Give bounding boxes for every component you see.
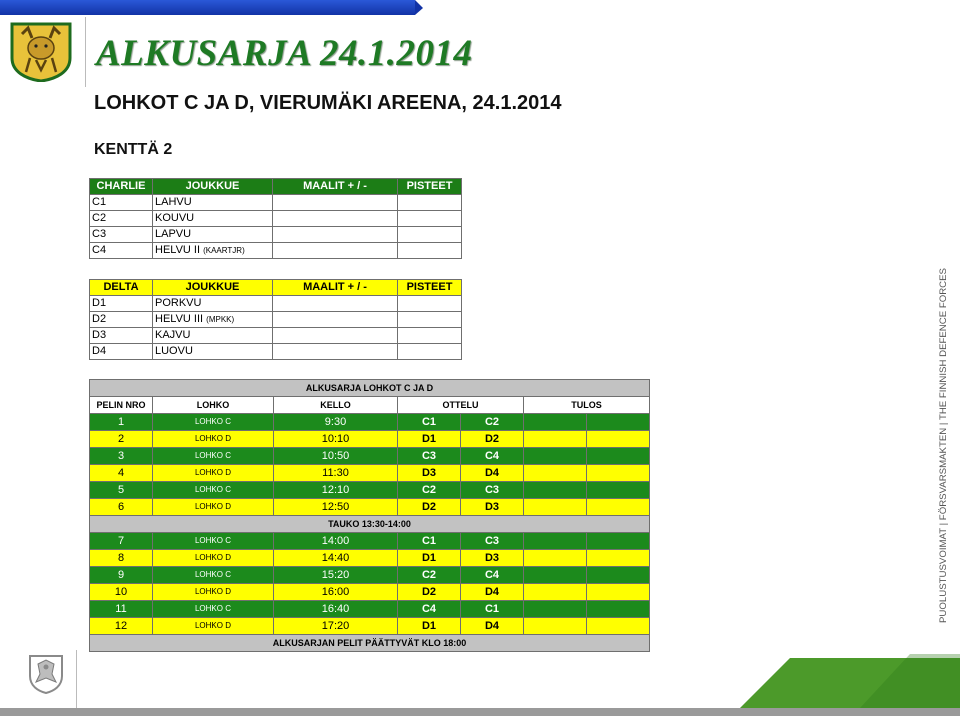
- game-group: LOHKO D: [153, 499, 274, 516]
- team-name: KAJVU: [153, 328, 273, 344]
- home-team: C1: [398, 414, 461, 431]
- game-number: 4: [90, 465, 153, 482]
- game-group: LOHKO D: [153, 618, 274, 635]
- team-name: LAPVU: [153, 227, 273, 243]
- result-home-cell: [524, 618, 587, 635]
- points-cell: [398, 312, 462, 328]
- top-accent-bar: [0, 0, 415, 15]
- game-number: 10: [90, 584, 153, 601]
- home-team: D2: [398, 584, 461, 601]
- points-cell: [398, 211, 462, 227]
- table-row: [90, 243, 462, 259]
- result-away-cell: [587, 550, 650, 567]
- column-header: LOHKO: [153, 397, 274, 414]
- game-row: [90, 465, 650, 482]
- game-group: LOHKO C: [153, 414, 274, 431]
- team-name: PORKVU: [153, 296, 273, 312]
- team-note: (MPKK): [206, 315, 235, 324]
- result-home-cell: [524, 482, 587, 499]
- result-away-cell: [587, 618, 650, 635]
- result-away-cell: [587, 499, 650, 516]
- points-cell: [398, 195, 462, 211]
- game-time: 16:00: [274, 584, 398, 601]
- table-row: [90, 312, 462, 328]
- result-away-cell: [587, 533, 650, 550]
- away-team: D3: [461, 550, 524, 567]
- game-group: LOHKO C: [153, 601, 274, 618]
- game-number: 7: [90, 533, 153, 550]
- column-header: MAALIT + / -: [273, 280, 398, 296]
- game-time: 17:20: [274, 618, 398, 635]
- column-header: PELIN NRO: [90, 397, 153, 414]
- result-home-cell: [524, 601, 587, 618]
- game-time: 14:40: [274, 550, 398, 567]
- game-row: [90, 584, 650, 601]
- team-name: LUOVU: [153, 344, 273, 360]
- game-number: 3: [90, 448, 153, 465]
- header-divider: [85, 17, 86, 87]
- team-note: (KAARTJR): [203, 246, 245, 255]
- team-id: D4: [90, 344, 153, 360]
- page-title: ALKUSARJA 24.1.2014: [96, 33, 473, 74]
- result-away-cell: [587, 567, 650, 584]
- game-row: [90, 601, 650, 618]
- column-header: PISTEET: [398, 179, 462, 195]
- sidebar-label: PUOLUSTUSVOIMAT | FÖRSVARSMAKTEN | THE FINNISH DEFENCE FORCES: [938, 291, 948, 623]
- schedule-title-row: [90, 380, 650, 397]
- table-row: [90, 328, 462, 344]
- team-name: HELVU II (KAARTJR): [153, 243, 273, 259]
- game-time: 9:30: [274, 414, 398, 431]
- table-header-row: [90, 280, 462, 296]
- column-header: DELTA: [90, 280, 153, 296]
- away-team: D4: [461, 618, 524, 635]
- game-row: [90, 482, 650, 499]
- table-row: [90, 195, 462, 211]
- game-group: LOHKO D: [153, 550, 274, 567]
- result-away-cell: [587, 584, 650, 601]
- result-away-cell: [587, 414, 650, 431]
- game-number: 11: [90, 601, 153, 618]
- schedule-header-row: [90, 397, 650, 414]
- result-away-cell: [587, 448, 650, 465]
- result-home-cell: [524, 448, 587, 465]
- game-group: LOHKO C: [153, 533, 274, 550]
- end-label: ALKUSARJAN PELIT PÄÄTTYVÄT KLO 18:00: [90, 635, 650, 652]
- column-header: CHARLIE: [90, 179, 153, 195]
- finnish-lion-crest-icon: [26, 652, 66, 694]
- home-team: C3: [398, 448, 461, 465]
- goals-cell: [273, 344, 398, 360]
- game-time: 15:20: [274, 567, 398, 584]
- column-header: JOUKKUE: [153, 280, 273, 296]
- table-row: [90, 211, 462, 227]
- home-team: C2: [398, 567, 461, 584]
- game-row: [90, 618, 650, 635]
- field-heading: KENTTÄ 2: [94, 141, 173, 158]
- game-row: [90, 414, 650, 431]
- game-group: LOHKO C: [153, 448, 274, 465]
- delta-group-table: [89, 279, 462, 360]
- game-time: 12:50: [274, 499, 398, 516]
- footer-divider: [76, 650, 77, 708]
- result-home-cell: [524, 533, 587, 550]
- game-row: [90, 567, 650, 584]
- result-away-cell: [587, 465, 650, 482]
- result-home-cell: [524, 431, 587, 448]
- result-away-cell: [587, 601, 650, 618]
- home-team: D2: [398, 499, 461, 516]
- table-header-row: [90, 179, 462, 195]
- table-row: [90, 227, 462, 243]
- game-time: 11:30: [274, 465, 398, 482]
- game-row: [90, 448, 650, 465]
- game-number: 5: [90, 482, 153, 499]
- result-home-cell: [524, 414, 587, 431]
- home-team: C4: [398, 601, 461, 618]
- game-row: [90, 499, 650, 516]
- result-home-cell: [524, 584, 587, 601]
- team-id: D3: [90, 328, 153, 344]
- charlie-group-table: [89, 178, 462, 259]
- game-time: 14:00: [274, 533, 398, 550]
- goals-cell: [273, 227, 398, 243]
- goals-cell: [273, 243, 398, 259]
- game-group: LOHKO D: [153, 584, 274, 601]
- away-team: C2: [461, 414, 524, 431]
- break-row: [90, 516, 650, 533]
- table-row: [90, 296, 462, 312]
- column-header: KELLO: [274, 397, 398, 414]
- event-subtitle: LOHKOT C JA D, VIERUMÄKI AREENA, 24.1.2014: [94, 92, 562, 114]
- home-team: D1: [398, 431, 461, 448]
- away-team: D4: [461, 465, 524, 482]
- goals-cell: [273, 195, 398, 211]
- away-team: D4: [461, 584, 524, 601]
- corner-decoration: [740, 640, 960, 716]
- game-number: 6: [90, 499, 153, 516]
- game-time: 12:10: [274, 482, 398, 499]
- column-header: PISTEET: [398, 280, 462, 296]
- game-number: 9: [90, 567, 153, 584]
- points-cell: [398, 328, 462, 344]
- team-id: C2: [90, 211, 153, 227]
- game-number: 1: [90, 414, 153, 431]
- away-team: D3: [461, 499, 524, 516]
- home-team: C1: [398, 533, 461, 550]
- home-team: D3: [398, 465, 461, 482]
- goals-cell: [273, 296, 398, 312]
- bottom-gray-bar: [0, 708, 960, 716]
- schedule-title: ALKUSARJA LOHKOT C JA D: [90, 380, 650, 397]
- game-row: [90, 533, 650, 550]
- end-row: [90, 635, 650, 652]
- team-name: HELVU III (MPKK): [153, 312, 273, 328]
- table-row: [90, 344, 462, 360]
- goals-cell: [273, 211, 398, 227]
- game-number: 8: [90, 550, 153, 567]
- schedule-table: [89, 379, 650, 652]
- goals-cell: [273, 312, 398, 328]
- away-team: C3: [461, 482, 524, 499]
- column-header: MAALIT + / -: [273, 179, 398, 195]
- game-group: LOHKO C: [153, 482, 274, 499]
- defence-forces-sidebar: [937, 268, 949, 623]
- team-id: D1: [90, 296, 153, 312]
- away-team: C3: [461, 533, 524, 550]
- game-group: LOHKO C: [153, 567, 274, 584]
- team-name: KOUVU: [153, 211, 273, 227]
- points-cell: [398, 296, 462, 312]
- column-header: TULOS: [524, 397, 650, 414]
- game-group: LOHKO D: [153, 431, 274, 448]
- away-team: C1: [461, 601, 524, 618]
- column-header: OTTELU: [398, 397, 524, 414]
- game-time: 16:40: [274, 601, 398, 618]
- away-team: C4: [461, 448, 524, 465]
- home-team: D1: [398, 618, 461, 635]
- goals-cell: [273, 328, 398, 344]
- team-name: LAHVU: [153, 195, 273, 211]
- lynx-emblem-logo: [8, 20, 74, 82]
- result-home-cell: [524, 550, 587, 567]
- game-row: [90, 550, 650, 567]
- away-team: C4: [461, 567, 524, 584]
- game-row: [90, 431, 650, 448]
- column-header: JOUKKUE: [153, 179, 273, 195]
- result-home-cell: [524, 465, 587, 482]
- result-away-cell: [587, 431, 650, 448]
- break-label: TAUKO 13:30-14:00: [90, 516, 650, 533]
- game-number: 2: [90, 431, 153, 448]
- game-group: LOHKO D: [153, 465, 274, 482]
- team-id: C4: [90, 243, 153, 259]
- away-team: D2: [461, 431, 524, 448]
- points-cell: [398, 227, 462, 243]
- team-id: C1: [90, 195, 153, 211]
- game-time: 10:10: [274, 431, 398, 448]
- home-team: C2: [398, 482, 461, 499]
- points-cell: [398, 344, 462, 360]
- team-id: C3: [90, 227, 153, 243]
- points-cell: [398, 243, 462, 259]
- result-home-cell: [524, 499, 587, 516]
- team-id: D2: [90, 312, 153, 328]
- result-home-cell: [524, 567, 587, 584]
- home-team: D1: [398, 550, 461, 567]
- game-time: 10:50: [274, 448, 398, 465]
- result-away-cell: [587, 482, 650, 499]
- game-number: 12: [90, 618, 153, 635]
